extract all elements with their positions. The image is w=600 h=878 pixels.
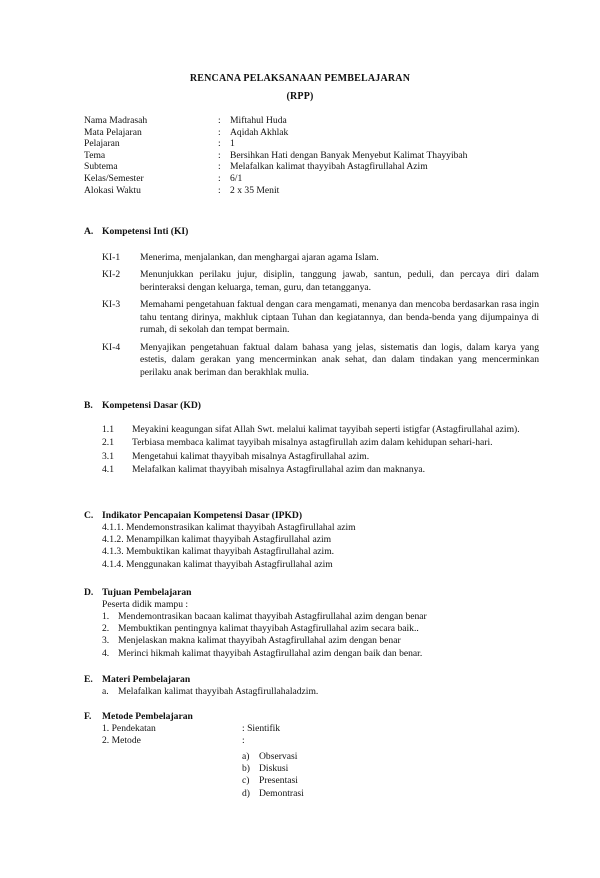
ki-list xyxy=(102,252,539,384)
ki-code: KI-3 xyxy=(102,299,121,311)
section-heading-e xyxy=(84,674,190,686)
section-heading-f xyxy=(84,711,193,723)
document-subtitle: (RPP) xyxy=(286,91,314,102)
tujuan-number: 3. xyxy=(102,635,110,647)
ipkd-item: 4.1.2. Menampilkan kalimat thayyibah Astagfirullahal azim xyxy=(102,534,332,546)
ki-text: Menerima, menjalankan, dan menghargai ajaran agama Islam. xyxy=(140,252,379,263)
kd-text: Mengetahui kalimat thayyibah misalnya Astagfirullahal azim. xyxy=(132,450,370,462)
metode-subitem xyxy=(242,751,304,763)
identity-colon: : xyxy=(218,161,221,173)
metode-key: 2. Metode xyxy=(102,735,141,746)
tujuan-item xyxy=(102,635,522,647)
ki-text: Menunjukkan perilaku jujur, disiplin, tanggung jawab, santun, peduli, dan percaya diri dalam berinteraksi dengan keluarga, teman, guru, dan tetangganya. xyxy=(140,269,539,293)
section-title: Indikator Pencapaian Kompetensi Dasar (IPKD) xyxy=(102,510,303,521)
kd-code: 4.1 xyxy=(102,464,114,476)
ki-code: KI-1 xyxy=(102,252,121,263)
identity-key: Subtema xyxy=(84,161,118,173)
identity-row xyxy=(84,115,550,127)
identity-key: Alokasi Waktu xyxy=(84,184,141,196)
kd-code: 1.1 xyxy=(102,424,114,435)
ipkd-list xyxy=(102,522,522,571)
identity-colon: : xyxy=(218,172,221,184)
metode-sub-letter: a) xyxy=(242,751,250,762)
kd-text: Terbiasa membaca kalimat tayyibah misalnya astagfirullah azim dalam kehidupan sehari-hari. xyxy=(132,437,493,449)
identity-row xyxy=(84,185,550,197)
kd-item xyxy=(102,464,539,476)
metode-sub-text: Diskusi xyxy=(259,763,289,775)
ipkd-item: 4.1.3. Membuktikan kalimat thayyibah Astagfirullahal azim. xyxy=(102,546,335,558)
identity-colon: : xyxy=(218,138,221,150)
section-title: Kompetensi Dasar (KD) xyxy=(102,400,201,411)
section-letter: A. xyxy=(84,226,94,237)
ki-code: KI-4 xyxy=(102,341,121,353)
tujuan-text: Membuktikan pentingnya kalimat thayyibah Astagfirullahal azim secara baik.. xyxy=(118,623,419,635)
ki-item xyxy=(102,342,539,379)
section-heading-d xyxy=(84,587,191,599)
identity-value: 1 xyxy=(230,138,235,150)
section-letter: C. xyxy=(84,510,94,521)
section-heading-a xyxy=(84,226,188,238)
metode-sub-letter: c) xyxy=(242,775,250,787)
ki-text: Menyajikan pengetahuan faktual dalam bahasa yang jelas, sistematis dan logis, dalam karya yang estetis, dalam gerakan yang mencerminkan anak sehat, dan dalam tindakan yang mencerminkan perilaku anak beriman dan berakhlak mulia. xyxy=(140,341,539,378)
identity-key: Nama Madrasah xyxy=(84,115,148,126)
section-heading-c xyxy=(84,510,302,522)
ki-item xyxy=(102,269,539,294)
materi-item xyxy=(102,686,318,698)
tujuan-text: Menjelaskan makna kalimat thayyibah Astagfirullahal azim dengan benar xyxy=(118,635,401,647)
metode-subitem xyxy=(242,763,304,775)
metode-sub-text: Observasi xyxy=(259,751,298,762)
ki-item xyxy=(102,299,539,336)
tujuan-text: Merinci hikmah kalimat thayyibah Astagfirullahal azim dengan baik dan benar. xyxy=(118,647,423,659)
document-title: RENCANA PELAKSANAAN PEMBELAJARAN xyxy=(189,73,411,84)
kd-item xyxy=(102,437,539,449)
kd-text: Melafalkan kalimat thayyibah misalnya Astagfirullahal azim dan maknanya. xyxy=(132,464,426,476)
section-title: Tujuan Pembelajaran xyxy=(102,587,192,598)
ki-code: KI-2 xyxy=(102,269,121,281)
ki-item xyxy=(102,252,539,264)
section-title: Metode Pembelajaran xyxy=(102,711,193,722)
metode-sub-letter: d) xyxy=(242,787,250,799)
tujuan-number: 2. xyxy=(102,623,110,635)
metode-list xyxy=(102,723,502,747)
kd-text: Meyakini keagungan sifat Allah Swt. melalui kalimat tayyibah seperti istigfar (Astagfirullahal azim). xyxy=(132,424,520,435)
identity-row xyxy=(84,127,550,139)
identity-value: Miftahul Huda xyxy=(230,115,287,126)
metode-value: : Sientifik xyxy=(242,723,281,734)
materi-text: Melafalkan kalimat thayyibah Astagfirullahaladzim. xyxy=(118,686,319,697)
metode-item xyxy=(102,735,502,747)
identity-block xyxy=(84,115,550,196)
tujuan-number: 1. xyxy=(102,611,110,622)
tujuan-list xyxy=(102,599,522,660)
identity-value: Bersihkan Hati dengan Banyak Menyebut Kalimat Thayyibah xyxy=(230,149,468,161)
tujuan-item xyxy=(102,623,522,635)
metode-sub-letter: b) xyxy=(242,763,250,775)
identity-value: 6/1 xyxy=(230,172,243,184)
section-heading-b xyxy=(84,400,201,412)
tujuan-item xyxy=(102,611,522,623)
ki-text: Memahami pengetahuan faktual dengan cara mengamati, menanya dan mencoba berdasarkan rasa ingin tahu tentang dirinya, makhluk ciptaan Tuhan dan kegiatannya, dan benda-benda yang dijumpainya di rumah, di sekolah dan tempat bermain. xyxy=(140,299,539,336)
kd-code: 2.1 xyxy=(102,437,114,449)
metode-sub-text: Presentasi xyxy=(259,775,298,787)
kd-item xyxy=(102,451,539,463)
metode-sublist xyxy=(242,751,304,800)
kd-item xyxy=(102,424,539,436)
identity-key: Pelajaran xyxy=(84,138,120,150)
section-letter: E. xyxy=(84,674,93,685)
tujuan-number: 4. xyxy=(102,647,110,659)
tujuan-item xyxy=(102,648,522,660)
metode-key: 1. Pendekatan xyxy=(102,723,156,734)
materi-number: a. xyxy=(102,686,109,697)
tujuan-intro: Peserta didik mampu : xyxy=(102,599,189,610)
section-title: Materi Pembelajaran xyxy=(102,674,191,685)
identity-value: 2 x 35 Menit xyxy=(230,184,280,196)
identity-row xyxy=(84,150,550,162)
metode-subitem xyxy=(242,775,304,787)
identity-key: Mata Pelajaran xyxy=(84,126,142,138)
identity-colon: : xyxy=(218,184,221,196)
identity-row xyxy=(84,161,550,173)
section-title: Kompetensi Inti (KI) xyxy=(102,226,189,237)
identity-key: Tema xyxy=(84,149,106,161)
identity-value: Melafalkan kalimat thayyibah Astagfirullahal Azim xyxy=(230,161,428,173)
metode-value: : xyxy=(242,735,245,746)
identity-colon: : xyxy=(218,115,221,126)
tujuan-text: Mendemontrasikan bacaan kalimat thayyibah Astagfirullahal azim dengan benar xyxy=(118,611,427,622)
section-letter: D. xyxy=(84,587,94,598)
kd-code: 3.1 xyxy=(102,450,114,462)
identity-row xyxy=(84,173,550,185)
metode-item xyxy=(102,723,502,735)
kd-list xyxy=(102,424,539,478)
identity-key: Kelas/Semester xyxy=(84,172,144,184)
identity-value: Aqidah Akhlak xyxy=(230,126,289,138)
identity-row xyxy=(84,138,550,150)
ipkd-item: 4.1.4. Menggunakan kalimat thayyibah Astagfirullahal azim xyxy=(102,558,333,570)
identity-colon: : xyxy=(218,149,221,161)
metode-subitem xyxy=(242,788,304,800)
identity-colon: : xyxy=(218,126,221,138)
ipkd-item: 4.1.1. Mendemonstrasikan kalimat thayyibah Astagfirullahal azim xyxy=(102,522,356,533)
metode-sub-text: Demontrasi xyxy=(259,787,304,799)
section-letter: B. xyxy=(84,400,93,411)
section-letter: F. xyxy=(84,711,92,722)
